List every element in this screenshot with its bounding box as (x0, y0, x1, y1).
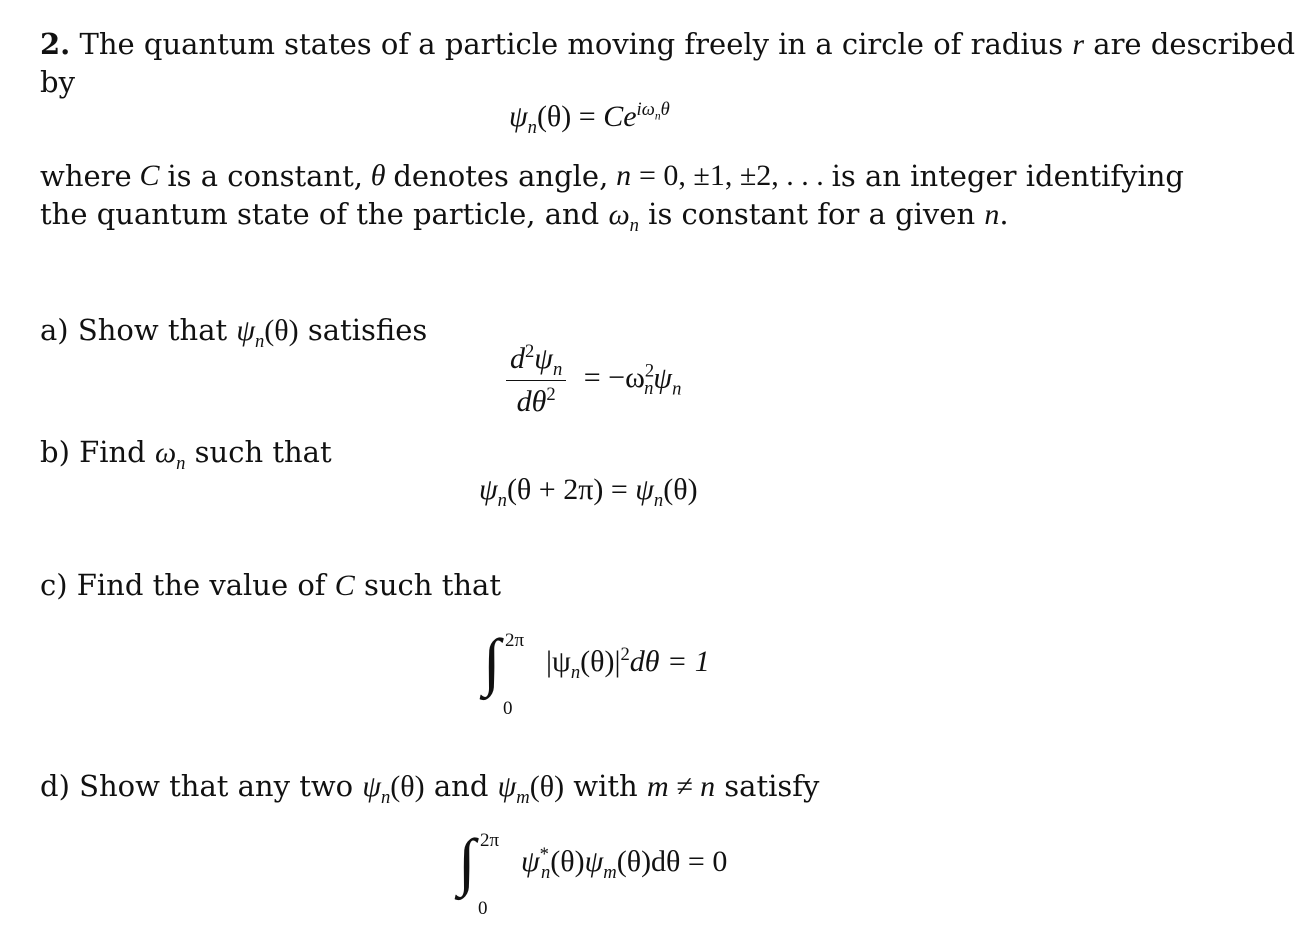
where-clause-line-1: where C is a constant, θ denotes angle, n = 0, ±1, ±2, . . . is an integer identifying (40, 159, 1184, 193)
where-clause-line-2: the quantum state of the particle, and $\omega_n$ is constant for a given n. (40, 197, 1009, 236)
integral-lower-limit: 0 (478, 898, 488, 919)
problem-number: 2. (40, 27, 71, 61)
part-c-integral: ∫ 2π 0 $|\psi_n(\theta)|^2d\theta = 1$ (483, 626, 710, 719)
wavefunction-equation: $\psi_n(\theta) = Ce^{i\omega_n\theta}$ (509, 99, 670, 138)
integral-lower-limit: 0 (503, 698, 513, 719)
integral-upper-limit: 2π (480, 830, 500, 851)
problem-statement-line-1: 2. The quantum states of a particle moving freely in a circle of radius r are described (40, 27, 1295, 61)
part-d-statement: d) Show that any two $\psi_n(\theta)$ and $\psi_m(\theta)$ with m ≠ n satisfy (40, 769, 820, 808)
part-a-equation: $\frac{d^2\psi_n}{d\theta^2}$ = $-\omega^2_n\psi_n$ (506, 342, 681, 419)
integral-sign: ∫ (458, 826, 476, 897)
part-a-statement: a) Show that $\psi_n(\theta)$ satisfies (40, 313, 428, 352)
integral-upper-limit: 2π (505, 630, 525, 651)
part-c-statement: c) Find the value of C such that (40, 568, 501, 602)
problem-statement-line-2: by (40, 65, 75, 99)
integral-sign: ∫ (483, 626, 501, 697)
part-b-statement: b) Find $\omega_n$ such that (40, 435, 332, 474)
part-b-equation: $\psi_n(\theta + 2\pi) = \psi_n(\theta)$ (479, 473, 698, 511)
part-d-integral: ∫ 2π 0 $\psi^*_n(\theta)\psi_m(\theta)d\theta = 0$ (458, 826, 728, 919)
